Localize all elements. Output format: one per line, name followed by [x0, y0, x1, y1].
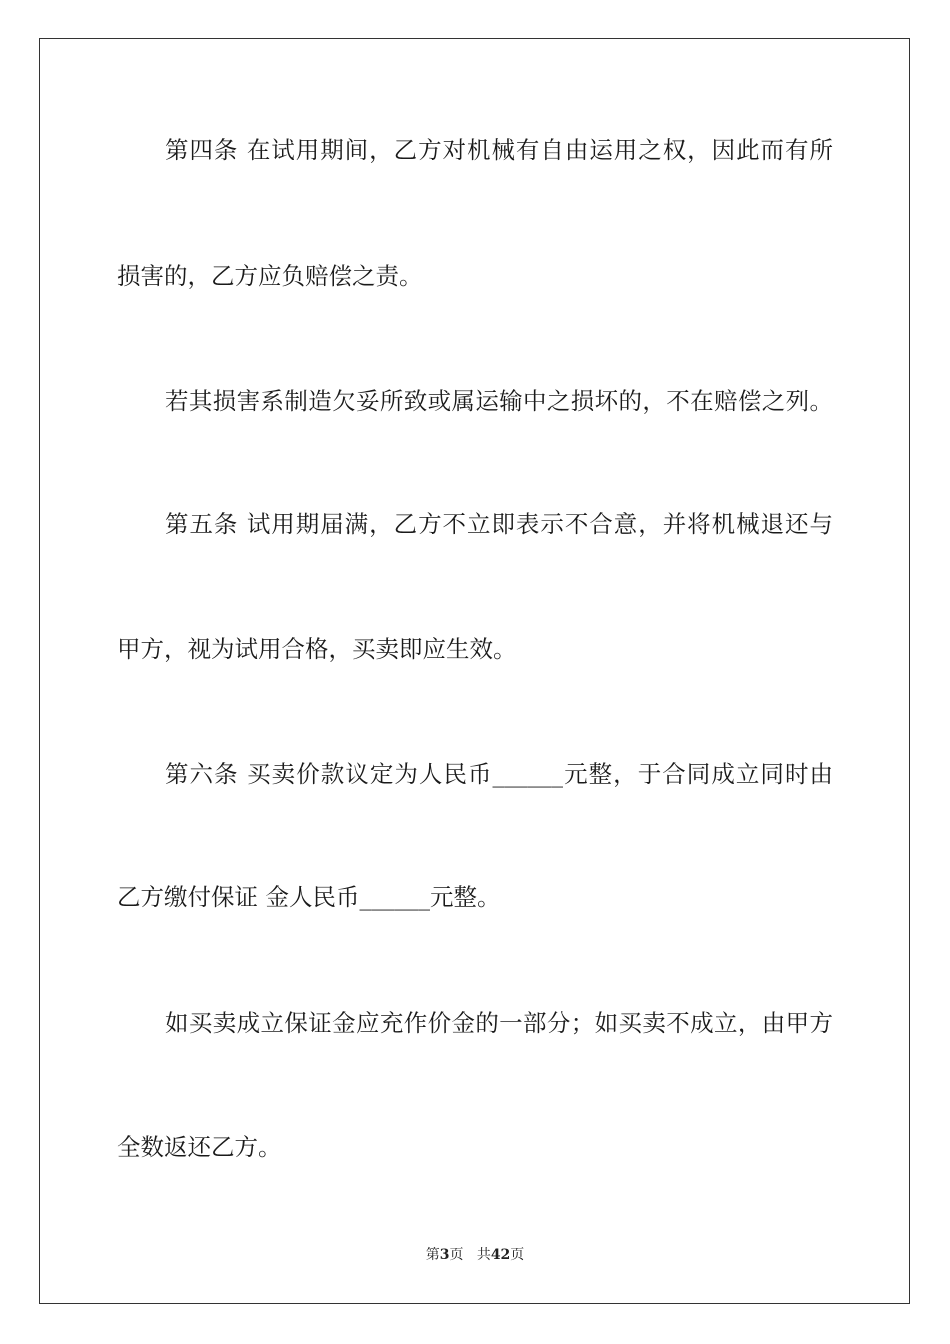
paragraph-line: 乙方缴付保证 金人民币______元整。: [117, 883, 501, 911]
paragraph-line: 第五条 试用期届满，乙方不立即表示不合意，并将机械退还与: [165, 510, 833, 538]
page-footer: [0, 1245, 950, 1265]
page-border: [39, 38, 910, 1304]
footer-total-pages: 42: [490, 1247, 511, 1263]
paragraph-line: 第六条 买卖价款议定为人民币______元整，于合同成立同时由: [165, 760, 833, 788]
footer-page-mid: 页: [449, 1247, 464, 1263]
footer-page-prefix: 第: [425, 1247, 440, 1263]
footer-total-suffix: 页: [510, 1247, 525, 1263]
footer-page-number: 3: [439, 1247, 450, 1263]
paragraph-line: 如买卖成立保证金应充作价金的一部分；如买卖不成立，由甲方: [165, 1009, 833, 1037]
paragraph-line: 若其损害系制造欠妥所致或属运输中之损坏的，不在赔偿之列。: [165, 387, 833, 415]
footer-total-prefix: 共: [476, 1247, 491, 1263]
paragraph-line: 全数返还乙方。: [117, 1133, 282, 1161]
paragraph-line: 甲方，视为试用合格，买卖即应生效。: [117, 635, 517, 663]
paragraph-line: 第四条 在试用期间，乙方对机械有自由运用之权，因此而有所: [165, 136, 833, 164]
paragraph-line: 损害的，乙方应负赔偿之责。: [117, 262, 423, 290]
